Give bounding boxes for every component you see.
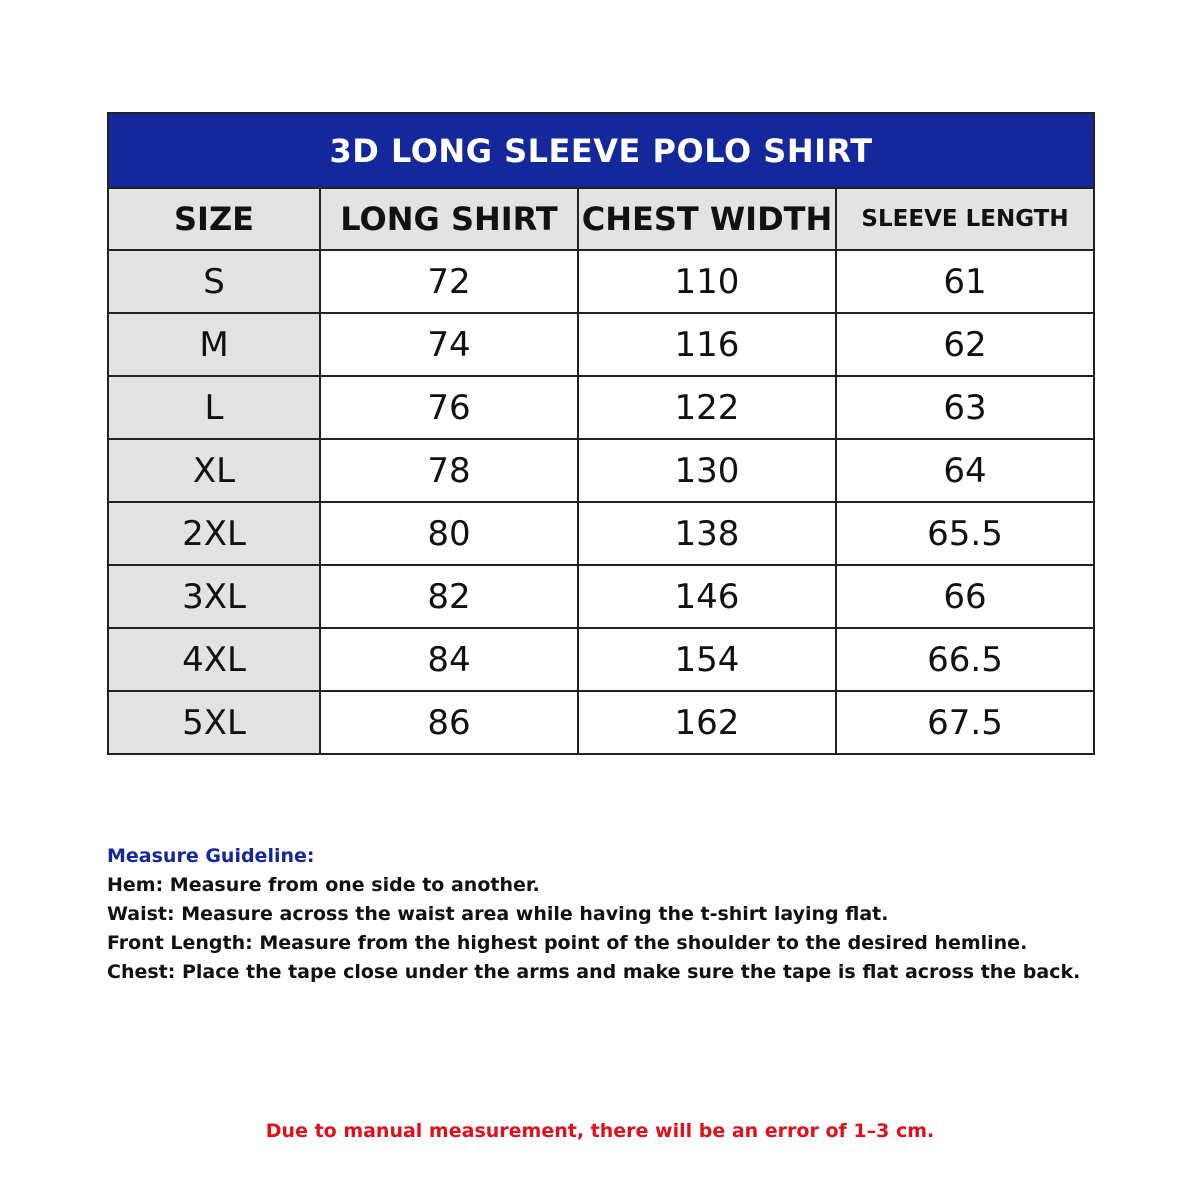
long-shirt-cell: 86 bbox=[320, 691, 578, 754]
chest-width-cell: 122 bbox=[578, 376, 836, 439]
table-row bbox=[108, 502, 1094, 565]
guideline-front-length: Front Length: Measure from the highest point of the shoulder to the desired hemline. bbox=[107, 932, 1028, 954]
long-shirt-cell: 82 bbox=[320, 565, 578, 628]
guideline-hem: Hem: Measure from one side to another. bbox=[107, 874, 540, 896]
header-sleeve-length: SLEEVE LENGTH bbox=[836, 188, 1094, 250]
size-cell: 2XL bbox=[108, 502, 320, 565]
long-shirt-cell: 76 bbox=[320, 376, 578, 439]
measure-guideline bbox=[107, 842, 1107, 987]
size-cell: M bbox=[108, 313, 320, 376]
guideline-chest: Chest: Place the tape close under the arms and make sure the tape is flat across the back. bbox=[107, 961, 1081, 983]
header-long-shirt: LONG SHIRT bbox=[320, 188, 578, 250]
chest-width-cell: 110 bbox=[578, 250, 836, 313]
sleeve-length-cell: 64 bbox=[836, 439, 1094, 502]
size-cell: XL bbox=[108, 439, 320, 502]
long-shirt-cell: 84 bbox=[320, 628, 578, 691]
sleeve-length-cell: 66.5 bbox=[836, 628, 1094, 691]
table-row bbox=[108, 565, 1094, 628]
size-cell: L bbox=[108, 376, 320, 439]
size-cell: 5XL bbox=[108, 691, 320, 754]
header-size: SIZE bbox=[108, 188, 320, 250]
table-row bbox=[108, 439, 1094, 502]
table-row bbox=[108, 250, 1094, 313]
long-shirt-cell: 72 bbox=[320, 250, 578, 313]
size-cell: 3XL bbox=[108, 565, 320, 628]
chest-width-cell: 154 bbox=[578, 628, 836, 691]
table-row bbox=[108, 691, 1094, 754]
title-row bbox=[108, 113, 1094, 188]
size-cell: S bbox=[108, 250, 320, 313]
size-chart-table bbox=[107, 112, 1095, 755]
sleeve-length-cell: 61 bbox=[836, 250, 1094, 313]
guideline-title: Measure Guideline: bbox=[107, 845, 315, 867]
chest-width-cell: 146 bbox=[578, 565, 836, 628]
chest-width-cell: 162 bbox=[578, 691, 836, 754]
table-row bbox=[108, 376, 1094, 439]
long-shirt-cell: 78 bbox=[320, 439, 578, 502]
table-row bbox=[108, 313, 1094, 376]
table-row bbox=[108, 628, 1094, 691]
sleeve-length-cell: 66 bbox=[836, 565, 1094, 628]
size-cell: 4XL bbox=[108, 628, 320, 691]
sleeve-length-cell: 65.5 bbox=[836, 502, 1094, 565]
sleeve-length-cell: 62 bbox=[836, 313, 1094, 376]
long-shirt-cell: 80 bbox=[320, 502, 578, 565]
chest-width-cell: 130 bbox=[578, 439, 836, 502]
chart-title: 3D LONG SLEEVE POLO SHIRT bbox=[108, 113, 1094, 188]
chest-width-cell: 138 bbox=[578, 502, 836, 565]
chest-width-cell: 116 bbox=[578, 313, 836, 376]
sleeve-length-cell: 67.5 bbox=[836, 691, 1094, 754]
measurement-error-note: Due to manual measurement, there will be an error of 1–3 cm. bbox=[265, 1120, 935, 1142]
header-chest-width: CHEST WIDTH bbox=[578, 188, 836, 250]
header-row bbox=[108, 188, 1094, 250]
guideline-waist: Waist: Measure across the waist area while having the t-shirt laying flat. bbox=[107, 903, 889, 925]
long-shirt-cell: 74 bbox=[320, 313, 578, 376]
sleeve-length-cell: 63 bbox=[836, 376, 1094, 439]
